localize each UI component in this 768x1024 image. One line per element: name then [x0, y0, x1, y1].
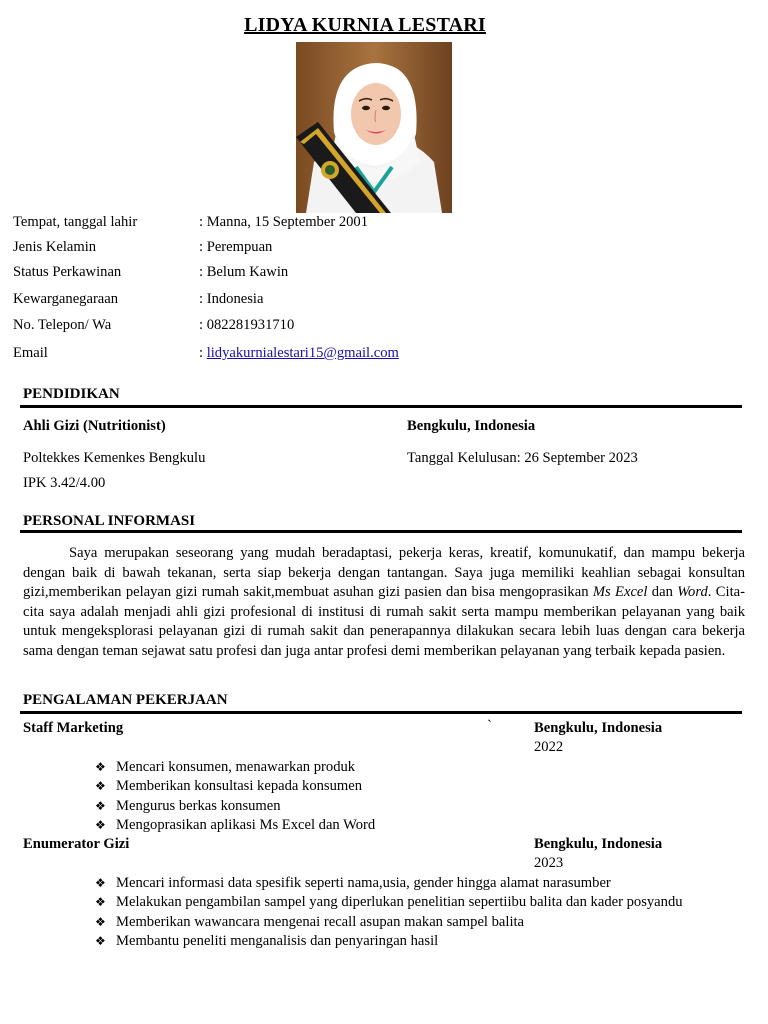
profile-photo: [296, 42, 452, 213]
education-institution: Poltekkes Kemenkes Bengkulu: [23, 450, 206, 466]
list-item: ❖ Mengoprasikan aplikasi Ms Excel dan Word: [95, 816, 375, 835]
personal-text-3: . Cita-cita saya adalah menjadi ahli gizi profesional di institusi di rumah sakit serta mampu memberikan pelayanan yang baik untuk mengeksplorasi pelayanan gizi di rumah sakit dan penerapannya dilakukan secara lebih luas dengan cara bekerja sama dengan teman sejawat satu profesi dan juga antar profesi demi memberikan pelayanan yang terbaik kepada pasien.: [23, 584, 745, 659]
personal-info-paragraph: [23, 544, 745, 661]
diamond-bullet-icon: ❖: [95, 876, 106, 890]
birth-label: Tempat, tanggal lahir: [13, 214, 138, 230]
job-task-list: [95, 758, 375, 835]
job-year: 2023: [534, 855, 564, 871]
gender-label: Jenis Kelamin: [13, 239, 97, 255]
diamond-bullet-icon: ❖: [95, 895, 106, 910]
job-location: Bengkulu, Indonesia: [534, 836, 663, 852]
job-task-list: [95, 874, 683, 951]
diamond-bullet-icon: ❖: [95, 933, 106, 948]
personal-info-heading: PERSONAL INFORMASI: [23, 513, 196, 529]
list-item: ❖ Membantu peneliti menganalisis dan penyaringan hasil: [95, 932, 683, 951]
list-item: ❖ Mengurus berkas konsumen: [95, 797, 375, 816]
phone-value: : 082281931710: [199, 317, 295, 333]
diamond-bullet-icon: ❖: [95, 914, 106, 929]
gender-value: : Perempuan: [199, 239, 273, 255]
diamond-bullet-icon: ❖: [95, 760, 106, 774]
experience-divider: [20, 711, 742, 714]
education-graduation-date: Tanggal Kelulusan: 26 September 2023: [407, 450, 638, 466]
email-label: Email: [13, 345, 48, 361]
job-location: Bengkulu, Indonesia: [534, 720, 663, 736]
job-title: Enumerator Gizi: [23, 836, 130, 852]
birth-value: : Manna, 15 September 2001: [199, 214, 369, 230]
personal-text-2: dan: [647, 584, 678, 600]
nationality-value: : Indonesia: [199, 291, 264, 307]
list-item: ❖ Mencari informasi data spesifik seperti nama,usia, gender hingga alamat narasumber: [95, 874, 683, 893]
experience-heading: PENGALAMAN PEKERJAAN: [23, 692, 228, 708]
personal-text-ms-excel: Ms Excel: [592, 584, 648, 600]
nationality-label: Kewarganegaraan: [13, 291, 119, 307]
phone-label: No. Telepon/ Wa: [13, 317, 112, 333]
education-gpa: IPK 3.42/4.00: [23, 475, 106, 491]
email-link[interactable]: lidyakurnialestari15@gmail.com: [206, 345, 399, 361]
personal-text-1: Saya merupakan seseorang yang mudah beradaptasi, pekerja keras, kreatif, komunukatif, dan mampu bekerja dengan baik di bawah tekanan, serta siap bekerja dengan tantangan. Saya juga memiliki keahlian sebagai konsultan gizi,memberikan pelayan gizi rumah sakit,membuat asuhan gizi pasien dan bisa mengoprasikan: [23, 545, 745, 600]
stray-mark: `: [487, 718, 492, 734]
diamond-bullet-icon: ❖: [95, 779, 106, 794]
marital-status-label: Status Perkawinan: [13, 264, 122, 280]
job-title: Staff Marketing: [23, 720, 124, 736]
marital-status-value: : Belum Kawin: [199, 264, 289, 280]
list-item: ❖ Memberikan wawancara mengenai recall asupan makan sampel balita: [95, 913, 683, 932]
diamond-bullet-icon: ❖: [95, 798, 106, 813]
education-heading: PENDIDIKAN: [23, 386, 120, 402]
diamond-bullet-icon: ❖: [95, 817, 106, 832]
job-year: 2022: [534, 739, 564, 755]
personal-text-word: Word: [677, 584, 708, 600]
education-degree: Ahli Gizi (Nutritionist): [23, 418, 166, 434]
list-item: ❖ Melakukan pengambilan sampel yang diperlukan penelitian sepertiibu balita dan kader posyandu: [95, 893, 683, 912]
education-location: Bengkulu, Indonesia: [407, 418, 536, 434]
resume-name: LIDYA KURNIA LESTARI: [244, 14, 486, 36]
personal-info-divider: [20, 530, 742, 533]
email-value: [199, 345, 399, 362]
list-item: ❖ Memberikan konsultasi kepada konsumen: [95, 777, 375, 796]
list-item: ❖ Mencari konsumen, menawarkan produk: [95, 758, 375, 777]
email-prefix: :: [199, 345, 207, 361]
education-divider: [20, 405, 742, 408]
